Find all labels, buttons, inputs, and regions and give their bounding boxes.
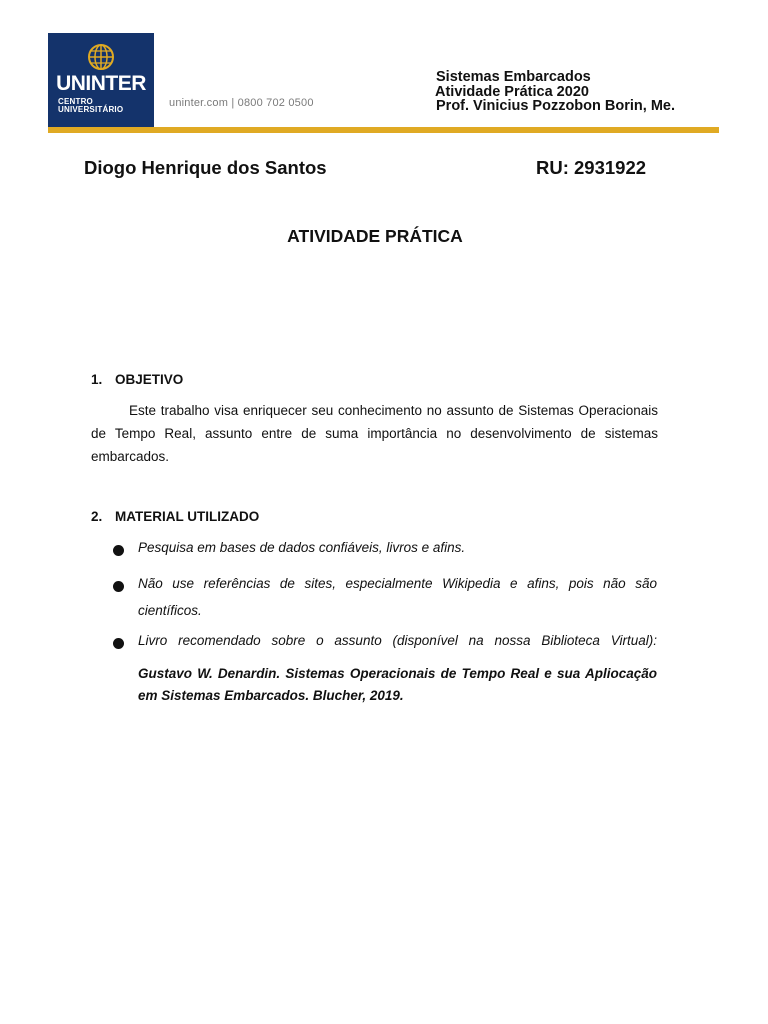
professor-name: Prof. Vinicius Pozzobon Borin, Me. (436, 98, 675, 114)
section-number: 1. (91, 372, 103, 387)
globe-icon (86, 43, 116, 71)
student-name: Diogo Henrique dos Santos (84, 157, 327, 178)
document-title: ATIVIDADE PRÁTICA (287, 226, 463, 246)
section-title: MATERIAL UTILIZADO (115, 509, 260, 524)
section-heading-material (91, 509, 259, 524)
logo-sub-line-1: CENTRO (58, 97, 93, 106)
section-title: OBJETIVO (115, 372, 184, 387)
header-divider (48, 127, 719, 133)
uninter-logo (48, 33, 154, 128)
header-info (436, 70, 675, 114)
objective-paragraph: Este trabalho visa enriquecer seu conhecimento no assunto de Sistemas Operacionais de Tempo Real, assunto entre de suma importância no desenvolvimento de sistemas embarcados. (91, 403, 658, 464)
contact-info: uninter.com | 0800 702 0500 (169, 97, 314, 109)
bullet-icon (113, 638, 124, 649)
section-heading-objetivo (91, 372, 183, 387)
student-ru: RU: 2931922 (536, 157, 647, 178)
list-item-text: Livro recomendado sobre o assunto (disponível na nossa Biblioteca Virtual): (138, 633, 657, 648)
logo-brand: UNINTER (56, 72, 146, 95)
book-reference: Gustavo W. Denardin. Sistemas Operacionais de Tempo Real e sua Apliocação em Sistemas Embarcados. Blucher, 2019. (138, 666, 657, 703)
course-name: Sistemas Embarcados (436, 69, 591, 85)
list-item-text: Não use referências de sites, especialmente Wikipedia e afins, pois não são científicos. (138, 576, 657, 618)
list-item-text: Pesquisa em bases de dados confiáveis, livros e afins. (138, 540, 466, 555)
logo-sub-line-2: UNIVERSITÁRIO (58, 105, 124, 114)
bullet-icon (113, 581, 124, 592)
bullet-icon (113, 545, 124, 556)
section-number: 2. (91, 509, 103, 524)
activity-name: Atividade Prática 2020 (435, 83, 589, 100)
